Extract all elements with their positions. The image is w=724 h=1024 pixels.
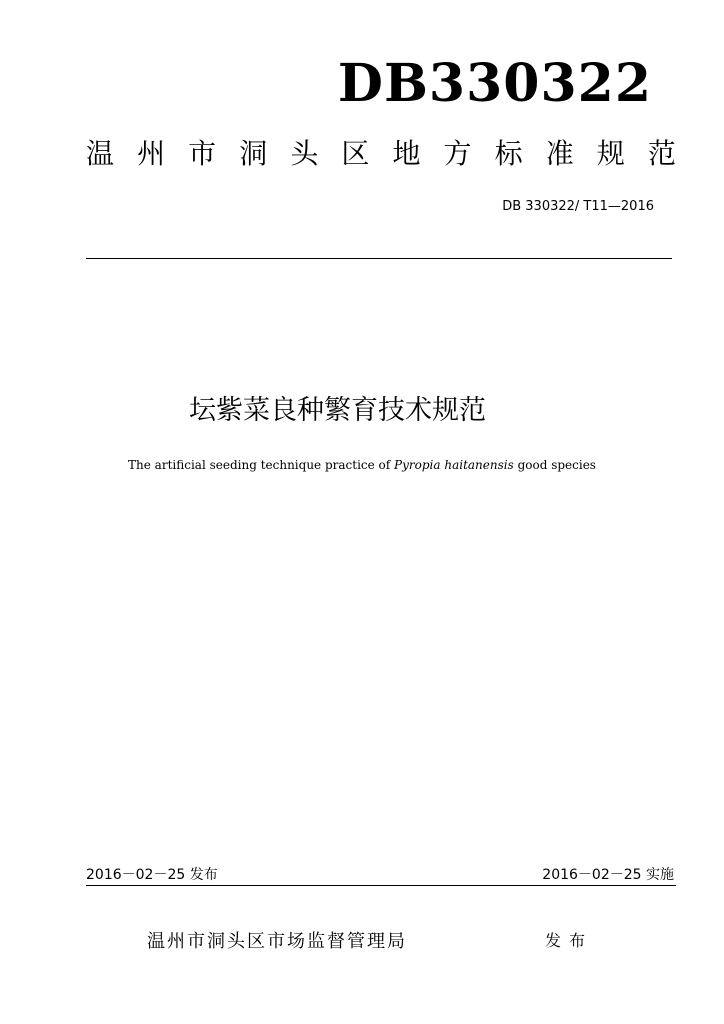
- title-english-suffix: good species: [513, 458, 596, 472]
- standard-category-char: 准: [545, 137, 574, 170]
- standard-category-char: 洞: [239, 137, 268, 170]
- standard-category-char: 范: [647, 137, 676, 170]
- title-english-species: Pyropia haitanensis: [394, 458, 514, 472]
- standard-category-char: 州: [137, 137, 166, 170]
- title-english-prefix: The artificial seeding technique practice of: [128, 458, 395, 472]
- document-title-english: [0, 459, 724, 471]
- standard-category-char: 标: [494, 137, 523, 170]
- issue-date: 2016－02－25 发布: [86, 867, 218, 883]
- standard-category: [86, 137, 676, 170]
- publish-label: 发布: [545, 931, 594, 950]
- standard-category-char: 地: [392, 137, 421, 170]
- standard-code: DB330322: [337, 53, 652, 114]
- footer-divider: [86, 885, 676, 886]
- standard-category-char: 区: [341, 137, 370, 170]
- header-divider: [86, 258, 672, 259]
- document-title-chinese: 坛紫菜良种繁育技术规范: [189, 395, 486, 426]
- standard-category-char: 方: [443, 137, 472, 170]
- publisher-name: 温州市洞头区市场监督管理局: [147, 931, 407, 952]
- implementation-date: 2016－02－25 实施: [542, 867, 674, 883]
- standard-number: DB 330322/ T11—2016: [502, 199, 654, 214]
- standard-category-char: 温: [86, 137, 115, 170]
- standard-category-char: 市: [188, 137, 217, 170]
- standard-category-char: 头: [290, 137, 319, 170]
- standard-category-char: 规: [596, 137, 625, 170]
